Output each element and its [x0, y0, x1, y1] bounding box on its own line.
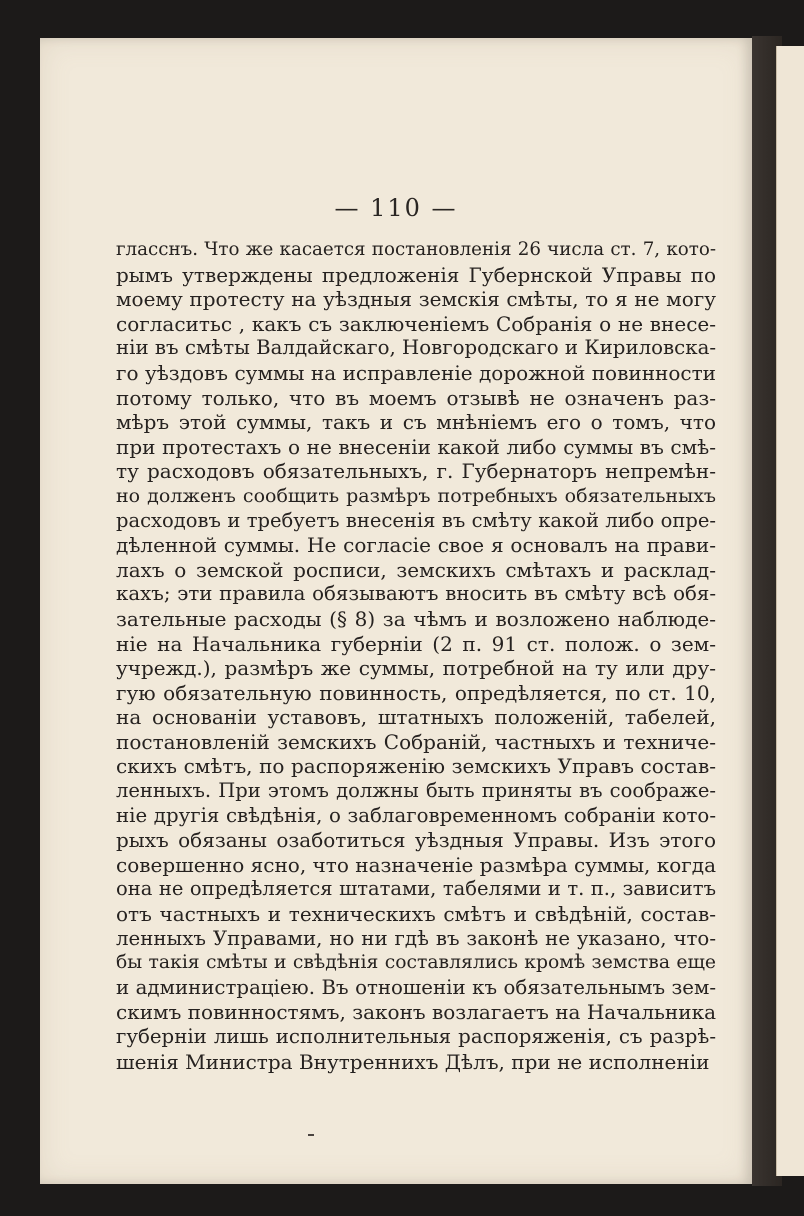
text-line: постановленій земскихъ Собраній, частныхъ и техниче-: [116, 729, 716, 754]
text-line: отъ частныхъ и техническихъ смѣтъ и свѣдѣній, состав-: [116, 902, 716, 927]
text-line: дѣленной суммы. Не согласіе свое я основалъ на прави-: [116, 533, 716, 558]
text-line: на основаніи уставовъ, штатныхъ положеній, табелей,: [116, 705, 716, 730]
page-text-body: [116, 238, 716, 1074]
text-line: мѣръ этой суммы, такъ и съ мнѣніемъ его о томъ, что: [116, 410, 716, 435]
text-line: бы такія смѣты и свѣдѣнія составлялись кромѣ земства еще: [116, 952, 716, 974]
text-line: кахъ; эти правила обязываютъ вносить въ смѣту всѣ обя-: [116, 582, 716, 606]
print-mark: [308, 1134, 314, 1136]
text-line: но долженъ сообщить размѣръ потребныхъ обязательныхъ: [116, 484, 716, 507]
text-line: рымъ утверждены предложенія Губернской Управы по: [116, 262, 716, 287]
adjacent-page-edge: [776, 46, 804, 1176]
text-line: ніе другія свѣдѣнія, о заблаговременномъ собраніи кото-: [116, 803, 716, 827]
text-line: она не опредѣляется штатами, табелями и т. п., зависитъ: [116, 877, 716, 901]
text-line: ту расходовъ обязательныхъ, г. Губернаторъ непремѣн-: [116, 459, 716, 484]
text-line: ленныхъ. При этомъ должны быть приняты въ соображе-: [116, 779, 716, 803]
text-line: гласснъ. Что же касается постановленія 26 числа ст. 7, кото-: [116, 239, 716, 260]
text-line: скихъ смѣтъ, по распоряженію земскихъ Управъ состав-: [116, 754, 716, 779]
text-line: ленныхъ Управами, но ни гдѣ въ законѣ не указано, что-: [116, 926, 716, 950]
text-line: и администраціею. Въ отношеніи къ обязательнымъ зем-: [116, 975, 716, 999]
text-line: губерніи лишь исполнительныя распоряженія, съ разрѣ-: [116, 1025, 716, 1048]
text-line: скимъ повинностямъ, законъ возлагаетъ на Начальника: [116, 1000, 716, 1025]
text-line: ніе на Начальника губерніи (2 п. 91 ст. полож. о зем-: [116, 631, 716, 656]
text-line: зательные расходы (§ 8) за чѣмъ и возложено наблюде-: [116, 606, 716, 631]
page-number: — 110 —: [334, 194, 458, 222]
text-line: лахъ о земской росписи, земскихъ смѣтахъ и расклад-: [116, 557, 716, 582]
text-line: потому только, что въ моемъ отзывѣ не означенъ раз-: [116, 385, 716, 410]
text-line: учрежд.), размѣръ же суммы, потребной на ту или дру-: [116, 656, 716, 681]
book-page: [40, 38, 752, 1184]
text-line: гую обязательную повинность, опредѣляется, по ст. 10,: [116, 680, 716, 705]
text-line: согласитьс , какъ съ заключеніемъ Собранія о не внесе-: [116, 311, 716, 336]
text-line: совершенно ясно, что назначеніе размѣра суммы, когда: [116, 852, 716, 877]
text-line: го уѣздовъ суммы на исправленіе дорожной повинности: [116, 360, 716, 385]
text-line: ніи въ смѣты Валдайскаго, Новгородскаго и Кириловска-: [116, 336, 716, 360]
text-line: при протестахъ о не внесеніи какой либо суммы въ смѣ-: [116, 434, 716, 459]
text-line: шенія Министра Внутреннихъ Дѣлъ, при не исполненіи: [116, 1049, 710, 1074]
text-line: моему протесту на уѣздныя земскія смѣты, то я не могу: [116, 287, 716, 312]
text-line: расходовъ и требуетъ внесенія въ смѣту какой либо опре-: [116, 508, 716, 532]
text-line: рыхъ обязаны озаботиться уѣздныя Управы. Изъ этого: [116, 828, 716, 853]
